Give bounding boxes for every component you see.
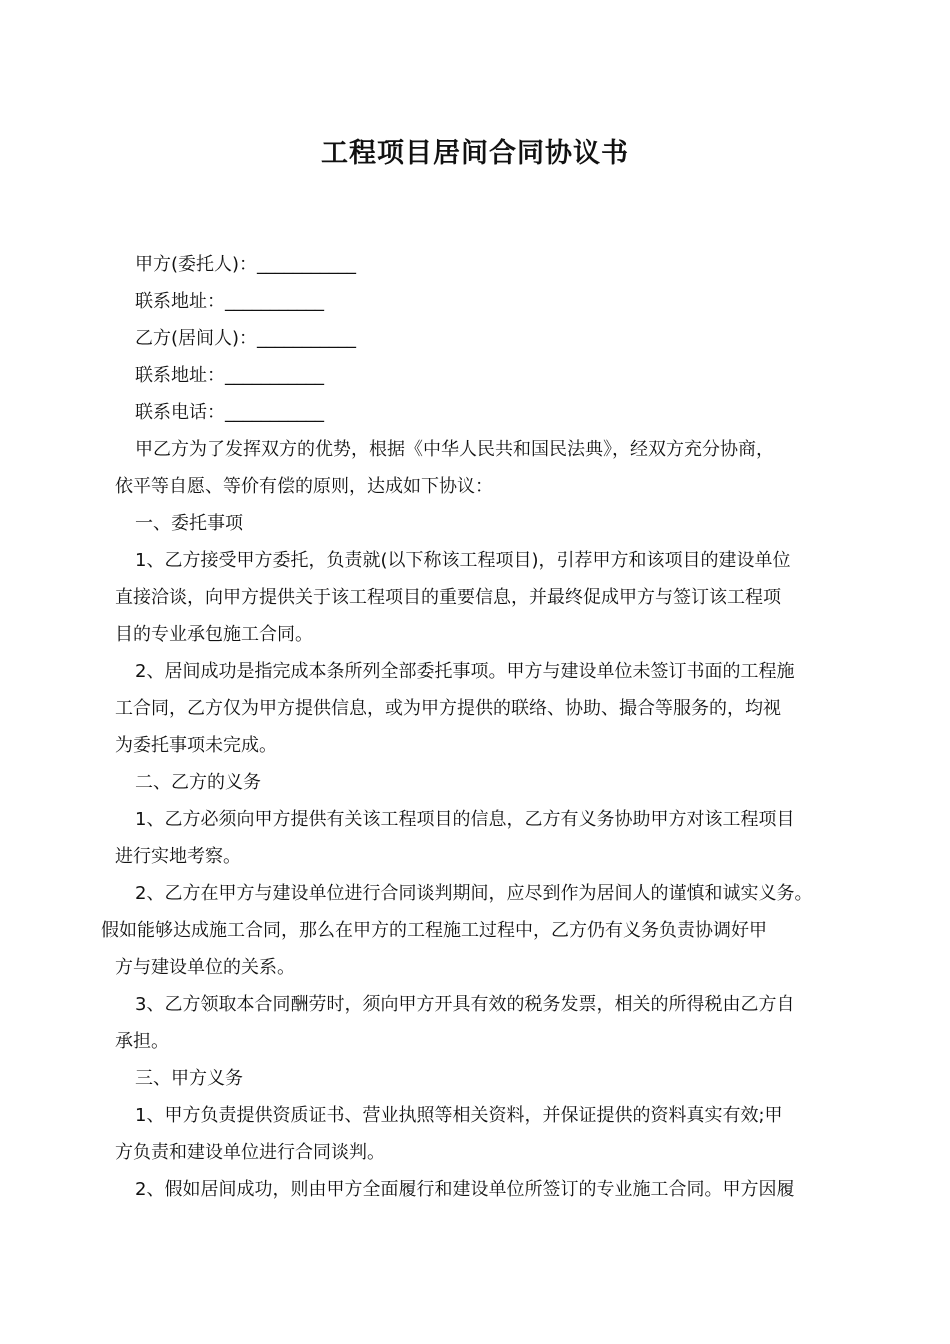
paragraph-line: 1、甲方负责提供资质证书、营业执照等相关资料，并保证提供的资料真实有效;甲 [135,1105,783,1126]
section-heading: 一、委托事项 [135,513,243,534]
party-a-field: 甲方(委托人)：___________ [135,254,357,275]
paragraph-line: 假如能够达成施工合同，那么在甲方的工程施工过程中，乙方仍有义务负责协调好甲 [101,920,767,941]
paragraph-line: 为委托事项未完成。 [115,735,277,756]
document-title: 工程项目居间合同协议书 [321,138,629,169]
party-b-phone-field: 联系电话：___________ [135,402,324,423]
preamble-line-2: 依平等自愿、等价有偿的原则，达成如下协议： [115,476,493,497]
paragraph-line: 3、乙方领取本合同酬劳时，须向甲方开具有效的税务发票，相关的所得税由乙方自 [135,994,795,1015]
party-b-address-field: 联系地址：___________ [135,365,324,386]
preamble-line-1: 甲乙方为了发挥双方的优势，根据《中华人民共和国民法典》，经双方充分协商， [135,439,774,460]
paragraph-line: 2、居间成功是指完成本条所列全部委托事项。甲方与建设单位未签订书面的工程施 [135,661,795,682]
paragraph-line: 目的专业承包施工合同。 [115,624,313,645]
paragraph-line: 直接洽谈，向甲方提供关于该工程项目的重要信息，并最终促成甲方与签订该工程项 [115,587,781,608]
party-a-address-field: 联系地址：___________ [135,291,324,312]
paragraph-line: 进行实地考察。 [115,846,241,867]
section-heading: 二、乙方的义务 [135,772,261,793]
paragraph-line: 2、假如居间成功，则由甲方全面履行和建设单位所签订的专业施工合同。甲方因履 [135,1179,795,1200]
paragraph-line: 2、乙方在甲方与建设单位进行合同谈判期间，应尽到作为居间人的谨慎和诚实义务。 [135,883,813,904]
paragraph-line: 承担。 [115,1031,169,1052]
section-heading: 三、甲方义务 [135,1068,243,1089]
paragraph-line: 工合同，乙方仅为甲方提供信息，或为甲方提供的联络、协助、撮合等服务的，均视 [115,698,781,719]
paragraph-line: 方负责和建设单位进行合同谈判。 [115,1142,385,1163]
party-b-field: 乙方(居间人)：___________ [135,328,357,349]
document-body [101,246,841,1208]
paragraph-line: 1、乙方必须向甲方提供有关该工程项目的信息，乙方有义务协助甲方对该工程项目 [135,809,795,830]
paragraph-line: 1、乙方接受甲方委托，负责就(以下称该工程项目)，引荐甲方和该项目的建设单位 [135,550,791,571]
paragraph-line: 方与建设单位的关系。 [115,957,295,978]
